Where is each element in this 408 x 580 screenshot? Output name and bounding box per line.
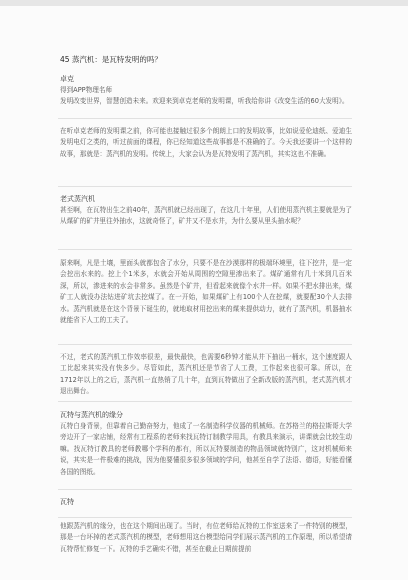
old-engine-paragraph-1: 甚至啊，在瓦特出生之前40年，蒸汽机就已经出现了，在这几十年里，人们使用蒸汽机主要就是为了从煤矿的矿井里往外抽水，这就奇怪了，矿井又不是水井，为什么要从里头抽水呢？ <box>60 206 352 226</box>
watt-background-section <box>60 410 352 478</box>
section-divider <box>58 489 352 490</box>
section-divider <box>58 517 352 518</box>
section-heading-watt-fate: 瓦特与蒸汽机的缘分 <box>60 411 123 419</box>
watt-story-paragraph: 他跟蒸汽机的缘分，也在这个期间出现了。当时，有位老师给瓦特的工作室送来了一件特别的模型，那是一台坏掉的老式蒸汽机的模型，老师想用这台模型给同学们展示蒸汽机的工作原理，所以希望请瓦特帮忙修复一下。瓦特的手艺确实不错，甚至在截止日期前提前 <box>60 522 352 553</box>
section-divider <box>58 249 352 250</box>
efficiency-paragraph: 不过，老式的蒸汽机工作效率很差，最快最快，也需要6秒钟才能从井下抽出一桶水，这个速度跟人工比起来其实没有快多少。尽管如此，蒸汽机还是节省了人工费，工作起来也很可靠。所以，在1712年以上的之后，蒸汽机一直热销了几十年，直到瓦特做出了全新改版的蒸汽机，老式蒸汽机才退出舞台。 <box>60 353 352 396</box>
efficiency-section <box>60 352 352 398</box>
section-divider <box>58 344 352 345</box>
intro-text: 发明改变世界，智慧创造未来。欢迎来到卓克老师的发明课，听我给你讲《改变生活的60大发明》。 <box>60 97 349 106</box>
section-heading-old-engine: 老式蒸汽机 <box>60 195 95 203</box>
watt-background-paragraph: 瓦特白身背景，但靠着自己勤奋努力，他成了一名制造科学仪器的机械师。在苏格兰的格拉斯哥大学旁边开了一家店铺，经常有工程系的老师来找瓦特订制教学用具，有教具来演示，讲课就会比较生动嘛。找瓦特订教具的老师教哪个学科的都有，所以瓦特要制造的物品领域就特别广，这对机械师来说，其实是一件极难的挑战，因为他要懂很多很多领域的学问，他甚至自学了法语、德语，好能看懂各国的图纸。 <box>60 422 352 476</box>
section-heading-watt: 瓦特 <box>60 498 74 506</box>
lesson-title: 45 蒸汽机：是瓦特发明的吗？ <box>60 55 162 64</box>
watt-story-section <box>60 521 352 555</box>
section-divider <box>58 118 352 119</box>
author-heading: 卓克 <box>60 75 74 83</box>
drainage-section <box>60 258 352 326</box>
section-divider <box>58 401 352 402</box>
old-engine-section <box>60 194 352 228</box>
opening-paragraph: 在听卓克老师的发明课之前，你可能也接触过很多个朗朗上口的发明故事，比如说爱伦迪纸、爱迪生发明电灯之类的，听过前面的课程，你已经知道这些故事都是不准确的了。今天我还要讲一个这样的故事，那就是：蒸汽机的发明。传统上，大家会认为是瓦特发明了蒸汽机，其实这也不准确。 <box>60 127 352 158</box>
intro-section <box>60 74 352 108</box>
page-top-edge <box>0 0 408 6</box>
opening-section <box>60 126 352 160</box>
author-source: 得到APP物理名师 <box>60 86 113 94</box>
watt-section <box>60 497 352 508</box>
old-engine-paragraph-2: 原来啊，凡是土壤，里面头就都包含了水分，只要不是在沙漠那样的极端环境里，往下挖井，是一定会挖出水来的。挖上个1米多，水就会开始从周围的空隙里渗出来了。煤矿通常有几十米到几百米深，所以，渗进来的水会非常多。虽然是个矿井，但看起来就像个水井一样。如果不把水排出来，煤矿工人就没办法钻进矿坑去挖煤了。在一开始，如果煤矿上有100个人在挖煤，就要配30个人去排水。蒸汽机就是在这个背景下诞生的，就地取材用挖出来的煤来提供动力，就有了蒸汽机，机器抽水就能省下人工的工夫了。 <box>60 259 352 325</box>
section-divider <box>58 186 352 187</box>
